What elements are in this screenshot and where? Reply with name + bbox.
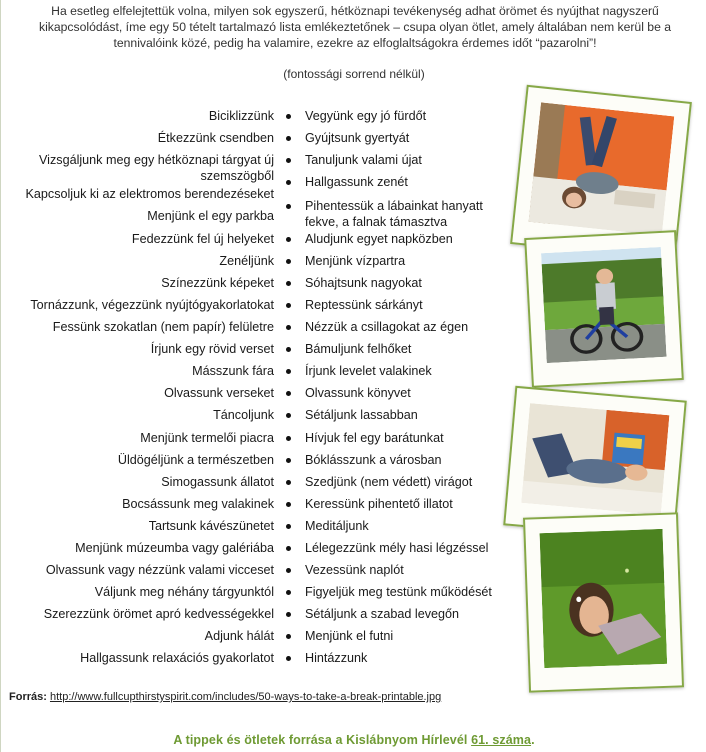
bullet-icon (286, 612, 291, 617)
list-item: Zenéljünk (219, 254, 274, 268)
list-item: Táncoljunk (213, 408, 274, 422)
list-item: Szedjünk (nem védett) virágot (286, 474, 472, 490)
list-item: Váljunk meg néhány tárgyunktól (94, 585, 274, 599)
order-note: (fontossági sorrend nélkül) (283, 67, 425, 81)
bullet-icon (286, 436, 291, 441)
list-item: Simogassunk állatot (161, 475, 274, 489)
list-item: Hallgassunk relaxációs gyakorlatot (80, 651, 274, 665)
list-item: Fedezzünk fel új helyeket (131, 232, 274, 246)
bullet-icon (286, 158, 291, 163)
list-item: Meditáljunk (286, 518, 369, 534)
photo-child-on-bicycle (524, 230, 684, 388)
bullet-icon (286, 524, 291, 529)
list-item: Adjunk hálát (204, 629, 274, 643)
list-item: Vezessünk naplót (286, 562, 404, 578)
list-item: Szerezzünk örömet apró kedvességekkel (43, 607, 274, 621)
source-label: Forrás: (9, 691, 47, 703)
list-item: Menjünk vízpartra (286, 253, 405, 269)
bullet-icon (286, 568, 291, 573)
bullet-icon (286, 546, 291, 551)
list-item: Olvassunk verseket (164, 386, 274, 400)
bullet-icon (286, 413, 291, 418)
source-line (9, 691, 441, 703)
bullet-icon (286, 656, 291, 661)
list-item: Bámuljunk felhőket (286, 341, 411, 357)
list-item: Menjünk termelői piacra (140, 431, 274, 445)
list-item: Olvassunk vagy nézzünk valami vicceset (45, 563, 274, 577)
list-item: Tartsunk kávészünetet (148, 519, 274, 533)
list-item: Másszunk fára (192, 364, 274, 378)
list-item: Étkezzünk csendben (157, 131, 274, 145)
list-item: Hallgassunk zenét (286, 174, 408, 190)
list-item: Menjünk el egy parkba (147, 209, 274, 223)
bullet-icon (286, 391, 291, 396)
photo-child-on-grass (523, 512, 684, 692)
list-item: Üldögéljünk a természetben (117, 453, 274, 467)
footer-suffix: . (531, 733, 535, 747)
list-item: Menjünk múzeumba vagy galériába (75, 541, 274, 555)
list-item: Bocsássunk meg valakinek (122, 497, 274, 511)
bullet-icon (286, 325, 291, 330)
footer-text: A tippek és ötletek forrása a Kislábnyom Hírlevél (173, 733, 468, 747)
source-link[interactable]: http://www.fullcupthirstyspirit.com/includes/50-ways-to-take-a-break-printable.jpg (49, 691, 442, 703)
list-item: Tanuljunk valami újat (286, 152, 422, 168)
bullet-icon (286, 634, 291, 639)
list-item: Sétáljunk a szabad levegőn (286, 606, 459, 622)
list-item: Reptessünk sárkányt (286, 297, 423, 313)
bullet-icon (286, 502, 291, 507)
list-item: Figyeljük meg testünk működését (286, 584, 492, 600)
bullet-icon (286, 204, 291, 209)
bullet-icon (286, 259, 291, 264)
list-item: Hintázzunk (286, 650, 367, 666)
list-item: Sóhajtsunk nagyokat (286, 275, 422, 291)
bullet-icon (286, 303, 291, 308)
bullet-icon (286, 281, 291, 286)
list-item: Lélegezzünk mély hasi légzéssel (286, 540, 488, 556)
list-item: Fessünk szokatlan (nem papír) felületre (52, 320, 274, 334)
list-item: Aludjunk egyet napközben (286, 231, 453, 247)
list-item: Gyújtsunk gyertyát (286, 130, 409, 146)
list-item: Írjunk levelet valakinek (286, 363, 432, 379)
footer-link[interactable]: 61. száma (471, 733, 532, 747)
list-item: Sétáljunk lassabban (286, 407, 418, 423)
list-item: Menjünk el futni (286, 628, 393, 644)
list-item: Nézzük a csillagokat az égen (286, 319, 468, 335)
bullet-icon (286, 136, 291, 141)
bullet-icon (286, 237, 291, 242)
list-item: Keressünk pihentető illatot (286, 496, 453, 512)
bullet-icon (286, 590, 291, 595)
intro-paragraph: Ha esetleg elfelejtettük volna, milyen sok egyszerű, hétköznapi tevékenység adhat örömet és nyújthat nagyszerű kikapcsolódást, íme egy 50 tételt tartalmazó lista emlékeztetőnek – csupa olyan ötlet, amely általában nem kerül be a tennivalóink közé, pedig ha valamire, ezekre az elfoglaltságokra érdemes időt “pazarolni”! (38, 4, 672, 50)
list-item: Színezzünk képeket (161, 276, 274, 290)
bullet-icon (286, 480, 291, 485)
list-item: Biciklizzünk (208, 109, 274, 123)
bullet-icon (286, 180, 291, 185)
bullet-icon (286, 114, 291, 119)
bullet-icon (286, 369, 291, 374)
footer-credit (1, 733, 706, 747)
list-item: Bóklásszunk a városban (286, 452, 442, 468)
list-item: Olvassunk könyvet (286, 385, 411, 401)
list-item: Hívjuk fel egy barátunkat (286, 430, 444, 446)
list-item: Tornázzunk, végezzünk nyújtógyakorlatokat (30, 298, 274, 312)
bullet-icon (286, 347, 291, 352)
list-item: Kapcsoljuk ki az elektromos berendezéseket (25, 187, 274, 201)
list-item: Vegyünk egy jó fürdőt (286, 108, 426, 124)
list-item: Vizsgáljunk meg egy hétköznapi tárgyat új szemszögből (39, 153, 274, 183)
list-item: Írjunk egy rövid verset (150, 342, 274, 356)
list-item: Pihentessük a lábainkat hanyatt fekve, a falnak támasztva (286, 198, 486, 230)
bullet-icon (286, 458, 291, 463)
